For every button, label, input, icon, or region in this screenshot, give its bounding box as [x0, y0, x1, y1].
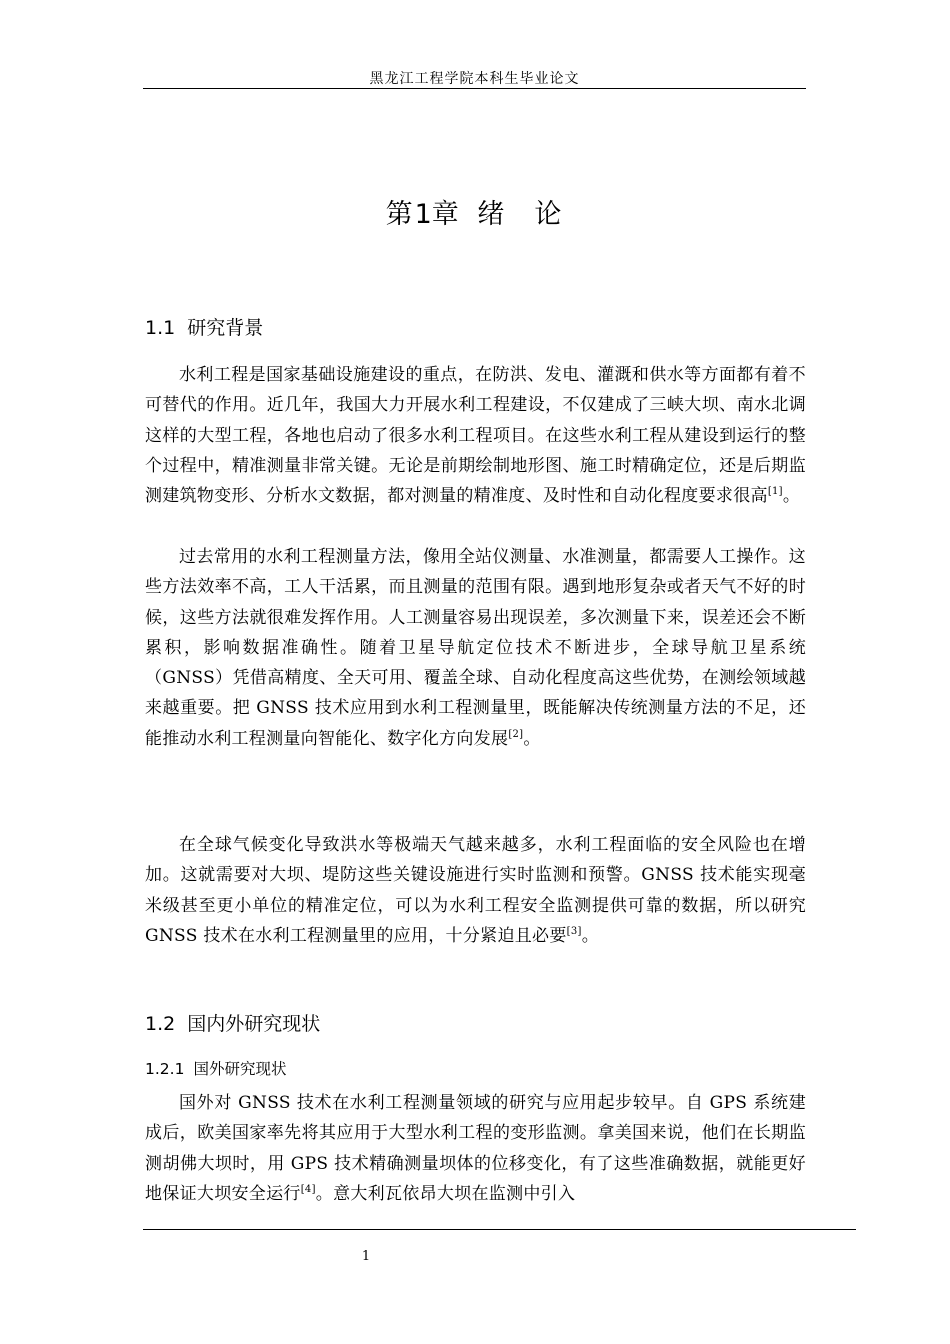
chapter-title — [143, 197, 806, 233]
section-heading — [145, 1012, 320, 1036]
header-rule — [143, 88, 806, 89]
section-number: 1.1 — [145, 317, 176, 339]
chapter-number: 1 — [414, 199, 432, 230]
paragraph — [145, 360, 806, 511]
paragraph-end: 。意大利瓦依昂大坝在监测中引入 — [315, 1183, 576, 1204]
paragraph — [145, 542, 806, 754]
page-number: 1 — [361, 1249, 371, 1264]
running-header: 黑龙江工程学院本科生毕业论文 — [369, 71, 580, 87]
paragraph-end: 。 — [523, 728, 541, 749]
footer-rule — [143, 1229, 856, 1230]
paragraph-text: 国外对 GNSS 技术在水利工程测量领域的研究与应用起步较早。自 GPS 系统建成后，欧美国家率先将其应用于大型水利工程的变形监测。拿美国来说，他们在长期监测胡佛大坝时，用 GPS 技术精确测量坝体的位移变化，有了这些准确数据，就能更好地保证大坝安全运行 — [145, 1093, 806, 1204]
section-title: 研究背景 — [187, 317, 264, 339]
paragraph-text: 在全球气候变化导致洪水等极端天气越来越多，水利工程面临的安全风险也在增加。这就需要对大坝、堤防这些关键设施进行实时监测和预警。GNSS 技术能实现毫米级甚至更小单位的精准定位，可以为水利工程安全监测提供可靠的数据，所以研究 GNSS 技术在水利工程测量里的应用，十分紧迫且必要 — [145, 835, 806, 946]
citation: [1] — [767, 486, 783, 498]
chapter-label: 第 — [385, 199, 415, 230]
chapter-name-part2: 论 — [534, 199, 564, 230]
subsection-title: 国外研究现状 — [193, 1060, 287, 1078]
paragraph-end: 。 — [782, 486, 801, 507]
subsection-number: 1.2.1 — [145, 1060, 185, 1078]
citation: [4] — [300, 1183, 316, 1195]
paragraph — [145, 1088, 806, 1209]
section-title: 国内外研究现状 — [187, 1013, 321, 1035]
paragraph-text: 过去常用的水利工程测量方法，像用全站仪测量、水准测量，都需要人工操作。这些方法效率不高，工人干活累，而且测量的范围有限。遇到地形复杂或者天气不好的时候，这些方法就很难发挥作用。人工测量容易出现误差，多次测量下来，误差还会不断累积，影响数据准确性。随着卫星导航定位技术不断进步，全球导航卫星系统（GNSS）凭借高精度、全天可用、覆盖全球、自动化程度高这些优势，在测绘领域越来越重要。把 GNSS 技术应用到水利工程测量里，既能解决传统测量方法的不足，还能推动水利工程测量向智能化、数字化方向发展 — [145, 547, 806, 749]
paragraph-text: 水利工程是国家基础设施建设的重点，在防洪、发电、灌溉和供水等方面都有着不可替代的作用。近几年，我国大力开展水利工程建设，不仅建成了三峡大坝、南水北调这样的大型工程，各地也启动了很多水利工程项目。在这些水利工程从建设到运行的整个过程中，精准测量非常关键。无论是前期绘制地形图、施工时精确定位，还是后期监测建筑物变形、分析水文数据，都对测量的精准度、及时性和自动化程度要求很高 — [145, 365, 806, 507]
chapter-name-part1: 绪 — [477, 199, 507, 230]
paragraph-end: 。 — [581, 925, 600, 946]
subsection-heading — [145, 1059, 286, 1079]
paragraph — [145, 830, 806, 951]
section-heading — [145, 316, 263, 340]
citation: [2] — [508, 728, 524, 740]
citation: [3] — [566, 925, 582, 937]
section-number: 1.2 — [145, 1013, 176, 1035]
chapter-suffix: 章 — [431, 199, 461, 230]
